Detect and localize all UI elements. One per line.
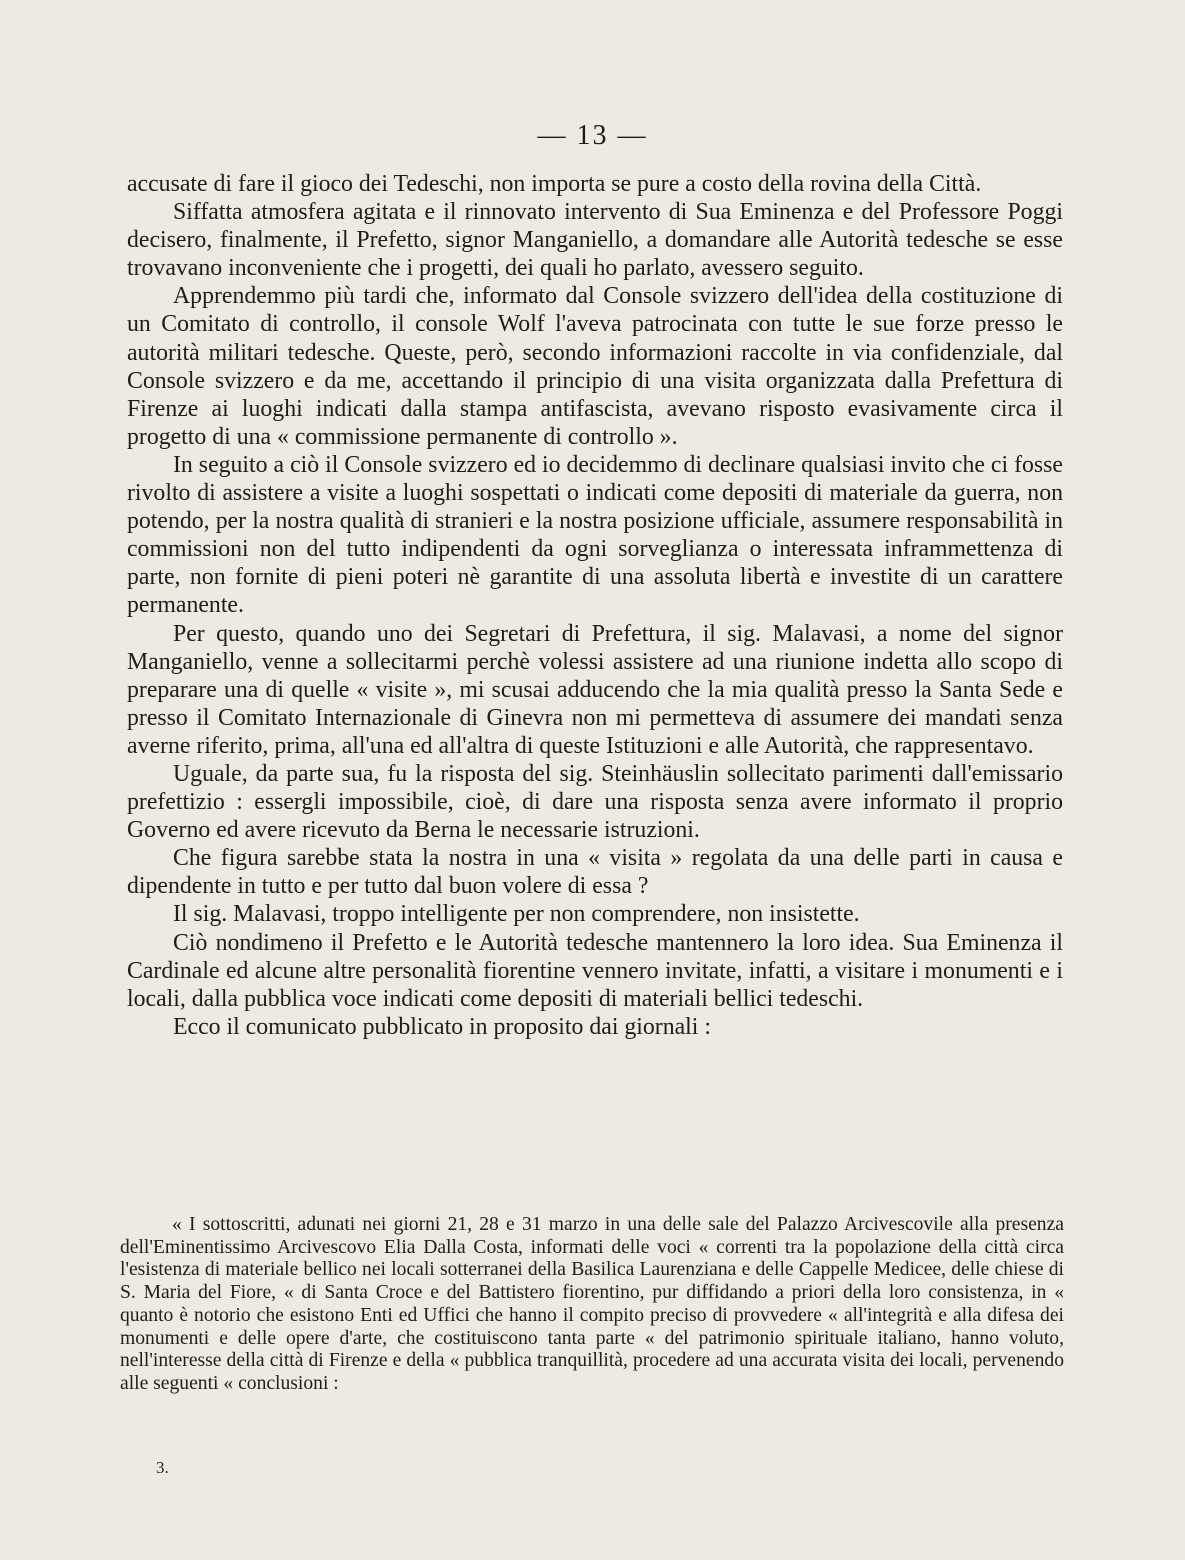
- quote-text: « I sottoscritti, adunati nei giorni 21, 28 e 31 marzo in una delle sale del Palazzo Arcivescovile alla presenza dell'Eminentissimo Arcivescovo Elia Dalla Costa, informati delle voci « correnti tra la popolazione della città circa l'esistenza di materiale bellico nei locali sotterranei della Basilica Laurenziana e delle Cappelle Medicee, delle chiese di S. Maria del Fiore, « di Santa Croce e del Battistero fiorentino, pur diffidando a priori della loro consistenza, in « quanto è notorio che esistono Enti ed Uffici che hanno il compito preciso di provvedere « all'integrità e alla difesa dei monumenti e delle opere d'arte, che costituiscono tanta parte « del patrimonio spirituale italiano, hanno voluto, nell'interesse della città di Firenze e della « pubblica tranquillità, procedere ad una accurata visita dei locali, pervenendo alle seguenti « conclusioni :: [120, 1214, 1064, 1394]
- body-text: [127, 170, 1063, 1041]
- paragraph: Che figura sarebbe stata la nostra in una « visita » regolata da una delle parti in causa e dipendente in tutto e per tutto dal buon volere di essa ?: [127, 845, 1063, 900]
- page-number: — 13 —: [537, 120, 648, 151]
- paragraph: Ciò nondimeno il Prefetto e le Autorità tedesche mantennero la loro idea. Sua Eminenza il Cardinale ed alcune altre personalità fiorentine vennero invitate, infatti, a visitare i monumenti e i locali, dalla pubblica voce indicati come depositi di materiali bellici tedeschi.: [127, 929, 1063, 1012]
- paragraph: Il sig. Malavasi, troppo intelligente per non comprendere, non insistette.: [173, 901, 860, 928]
- paragraph: Ecco il comunicato pubblicato in proposito dai giornali :: [173, 1013, 711, 1040]
- signature-mark: 3.: [156, 1458, 169, 1477]
- paragraph: In seguito a ciò il Console svizzero ed io decidemmo di declinare qualsiasi invito che ci fosse rivolto di assistere a visite a luoghi sospettati o indicati come depositi di materiale da guerra, non potendo, per la nostra qualità di stranieri e la nostra posizione ufficiale, assumere responsabilità in commissioni non del tutto indipendenti da ogni sorveglianza o interessata inframmettenza di parte, non fornite di pieni poteri nè garantite di una assoluta libertà e investite di un carattere permanente.: [127, 451, 1063, 619]
- paragraph: accusate di fare il gioco dei Tedeschi, non importa se pure a costo della rovina della Città.: [127, 171, 982, 197]
- paragraph: Apprendemmo più tardi che, informato dal Console svizzero dell'idea della costituzione di un Comitato di controllo, il console Wolf l'aveva patrocinata con tutte le sue forze presso le autorità militari tedesche. Queste, però, secondo informazioni raccolte in via confidenziale, dal Console svizzero e da me, accettando il principio di una visita organizzata dalla Prefettura di Firenze ai luoghi indicati dalla stampa antifascista, avevano risposto evasivamente circa il progetto di una « commissione permanente di controllo ».: [127, 283, 1063, 450]
- paragraph: Siffatta atmosfera agitata e il rinnovato intervento di Sua Eminenza e del Professore Poggi decisero, finalmente, il Prefetto, signor Manganiello, a domandare alle Autorità tedesche se esse trovavano inconveniente che i progetti, dei quali ho parlato, avessero seguito.: [127, 199, 1063, 282]
- paragraph: Per questo, quando uno dei Segretari di Prefettura, il sig. Malavasi, a nome del signor Manganiello, venne a sollecitarmi perchè volessi assistere ad una riunione indetta allo scopo di preparare una di quelle « visite », mi scusai adducendo che la mia qualità presso la Santa Sede e presso il Comitato Internazionale di Ginevra non mi permetteva di assumere dei mandati senza averne riferito, prima, all'una ed all'altra di queste Istituzioni e alle Autorità, che rappresentavo.: [127, 620, 1063, 759]
- paragraph: Uguale, da parte sua, fu la risposta del sig. Steinhäuslin sollecitato parimenti dall'emissario prefettizio : essergli impossibile, cioè, di dare una risposta senza avere informato il proprio Governo ed avere ricevuto da Berna le necessarie istruzioni.: [127, 760, 1063, 844]
- quoted-communique: [120, 1214, 1064, 1396]
